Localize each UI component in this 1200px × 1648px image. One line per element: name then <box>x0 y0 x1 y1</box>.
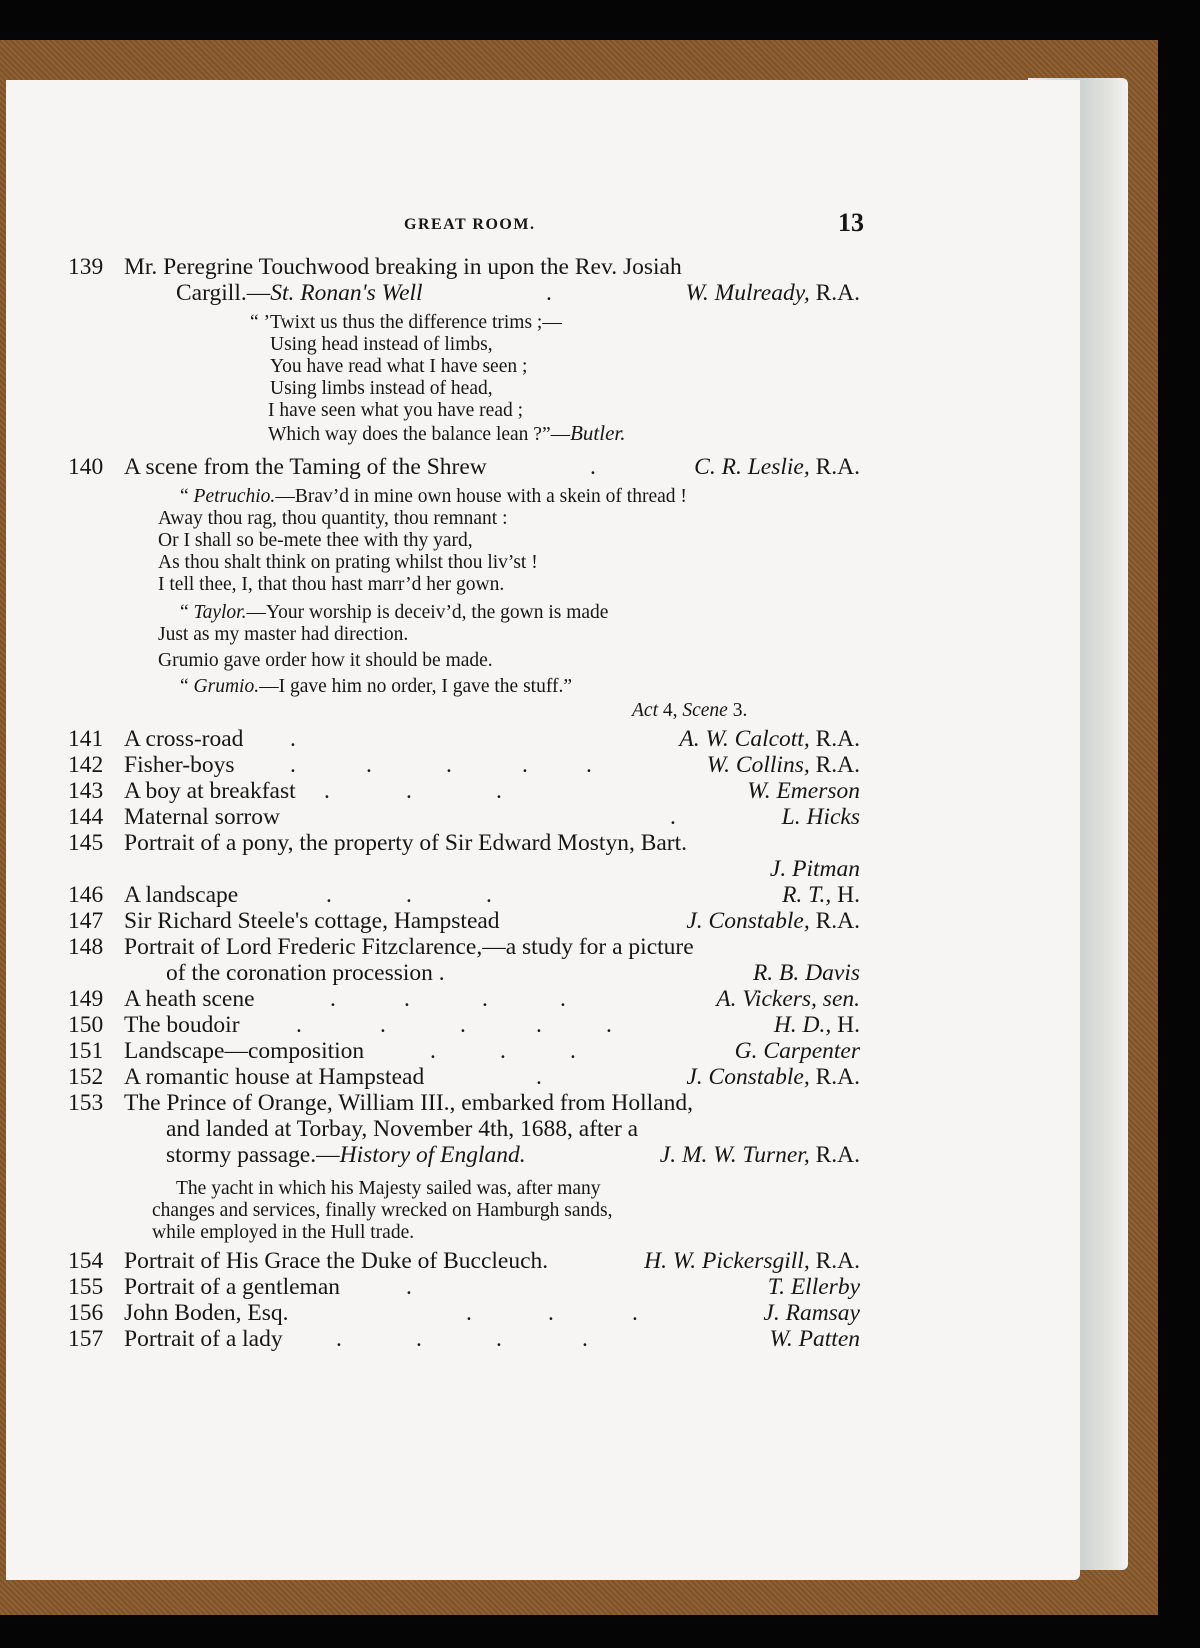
quote-line: Grumio gave order how it should be made. <box>158 650 493 671</box>
entry-title: Cargill.— <box>176 280 271 306</box>
quote-line: Using limbs instead of head, <box>270 378 493 399</box>
book-page <box>6 80 1080 1580</box>
quote-line: “ Petruchio.—Brav’d in mine own house with a skein of thread ! <box>180 486 687 507</box>
quote-line: I have seen what you have read ; <box>268 400 524 421</box>
speaker: Petruchio. <box>193 486 276 507</box>
entry-title: A scene from the Taming of the Shrew <box>124 454 487 480</box>
entry-suffix: R.A. <box>815 280 860 306</box>
entry-artist: C. R. Leslie, <box>694 454 810 480</box>
entry-source: St. Ronan's Well <box>270 280 423 306</box>
running-title: GREAT ROOM. <box>404 216 536 233</box>
quote-line: As thou shalt think on prating whilst thou liv’st ! <box>158 552 538 573</box>
quote-line: I tell thee, I, that thou hast marr’d her gown. <box>158 574 505 595</box>
quote-line: “ Taylor.—Your worship is deceiv’d, the gown is made <box>180 602 609 623</box>
act-scene: Act 4, Scene 3. <box>632 700 748 721</box>
entry-number: 140 <box>68 454 104 480</box>
quote-line: Which way does the balance lean ?”—Butler. <box>268 421 626 445</box>
page-number: 13 <box>838 208 864 237</box>
quote-attribution: Butler. <box>570 421 626 445</box>
entry-artist: W. Mulready, <box>685 280 810 306</box>
quote-line: Or I shall so be-mete thee with thy yard, <box>158 530 473 551</box>
entry-title: Mr. Peregrine Touchwood breaking in upon the Rev. Josiah <box>124 254 682 280</box>
quote-line: Away thou rag, thou quantity, thou remnant : <box>158 508 508 529</box>
quote-line: “ Grumio.—I gave him no order, I gave the stuff.” <box>180 676 573 697</box>
entry-number: 139 <box>68 254 104 280</box>
speaker: Taylor. <box>193 602 247 623</box>
quote-line: Just as my master had direction. <box>158 624 409 645</box>
quote-line: You have read what I have seen ; <box>270 356 528 377</box>
quote-line: Using head instead of limbs, <box>270 334 493 355</box>
entry-suffix: R.A. <box>815 454 860 480</box>
page-text: GREAT ROOM. 13 139 Mr. Peregrine Touchwood breaking in upon the Rev. Josiah Cargill.—St. Ronan's Well . W. Mulready, R.A. “ ’Twixt us thus the difference trims ;— Using head instead of limbs, You have read what I have seen ; Using limbs instead of head, I have seen what you have read ; Which way does the balance lean ?”—Butler. 140 A scene from the Taming of the Shrew . C. R. Leslie, R.A. “ Petruchio.—Brav’d in mine own house with a skein of thread ! Away thou rag, thou quantity, thou remnant : Or I shall so be-mete thee with thy yard, As thou shalt think on prating whilst thou liv’st ! I tell thee, I, that thou hast marr’d her gown. “ Taylor.—Your worship is deceiv’d, the gown is made Just as my master had direction. Grumio gave order how it should be made. “ Grumio.—I gave him no order, I gave the stuff.” Act 4, Scene 3. 141 A cross-road . A. W. Calcott, R.A. 142 Fisher-boys . . . . . W. Collins, R.A. 143 A boy at breakfast . . . W. Emerson 144 Maternal sorrow . L. Hicks 145 Portrait of a pony, the property of Sir Edward Mostyn, Bart. J. Pitman 146 A landscape . . . R. T., H. 147 Sir Richard Steele's cottage, Hampstead J. Constable, R.A. 148 Portrait of Lord Frederic Fitzclarence,—a study for a picture of the coronation procession . R. B. Davis 149 A heath scene . . . . A. Vickers, sen. 150 The boudoir . . . . . H. D., H. 151 Landscape—composition . . . G. Carpenter 152 A romantic house at Hampstead . J. Constable, R.A. 153 The Prince of Orange, William III., embarked from Holland, and landed at Torbay, November 4th, 1688, after a stormy passage.—History of England. J. M. W. Turner, R.A. The yacht in which his Majesty sailed was, after many changes and services, finally wrecked on Hamburgh sands, while employed in the Hull trade. 154 Portrait of His Grace the Duke of Buccleuch. H. W. Pickersgill, R.A. 155 Portrait of a gentleman . T. Ellerby 156 John Boden, Esq. . . . J. Ramsay 157 Portrait of a lady . . . . W. Patten <box>68 208 864 1352</box>
quote-line: “ ’Twixt us thus the difference trims ;— <box>250 312 562 333</box>
speaker: Grumio. <box>193 676 260 697</box>
